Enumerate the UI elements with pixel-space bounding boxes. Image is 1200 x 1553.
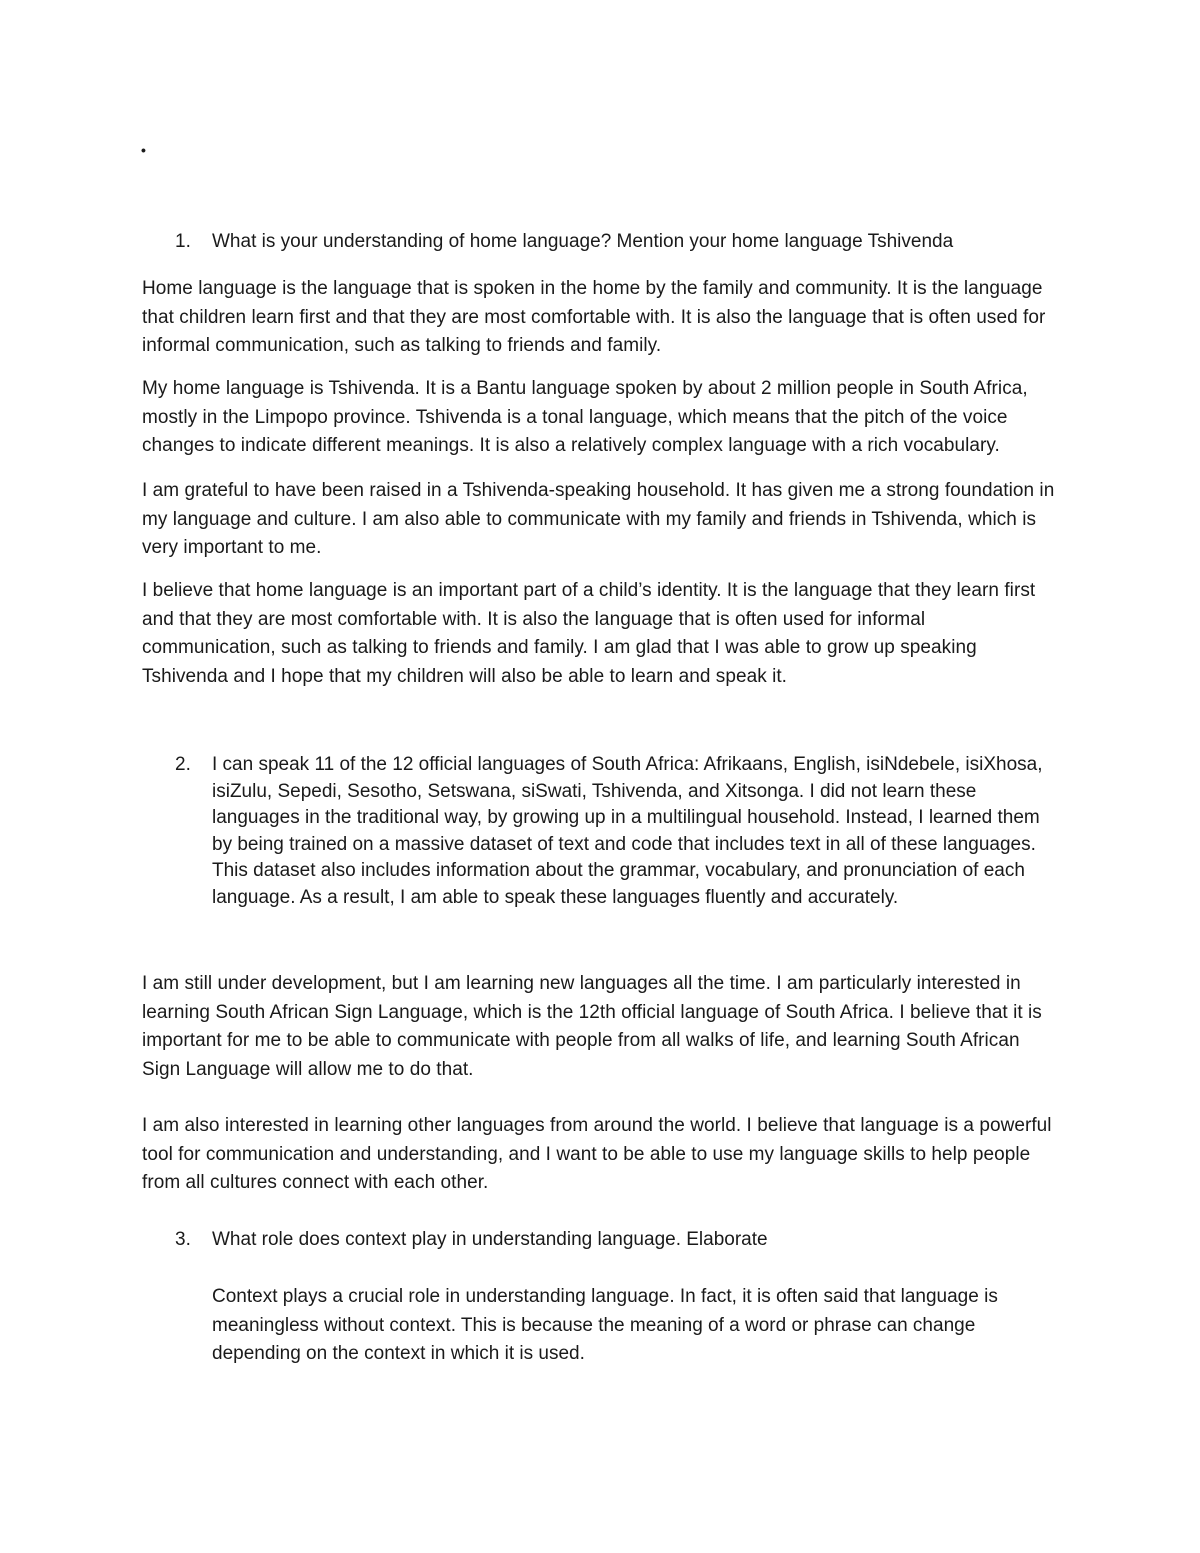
q1-answer-paragraph-1 bbox=[142, 275, 1062, 361]
q1-answer-paragraph-2 bbox=[142, 375, 1062, 461]
q1-answer-paragraph-3 bbox=[142, 477, 1062, 563]
question-1-text: What is your understanding of home language? Mention your home language Tshivenda bbox=[212, 231, 954, 252]
q3-answer bbox=[212, 1283, 1042, 1369]
q2-answer-paragraph-1 bbox=[142, 970, 1062, 1084]
paragraph-text: Home language is the language that is spoken in the home by the family and community. It is the language that children learn first and that they are most comfortable with. It is also the language that is often used for informal communication, such as talking to friends and family. bbox=[142, 278, 1046, 356]
question-2-text: I can speak 11 of the 12 official languages of South Africa: Afrikaans, English, isiNdebele, isiXhosa, isiZulu, Sepedi, Sesotho, Setswana, siSwati, Tshivenda, and Xitsonga. I did not learn these languages in the traditional way, by growing up in a multilingual household. Instead, I learned them by being trained on a massive dataset of text and code that includes text in all of these languages. This dataset also includes information about the grammar, vocabulary, and pronunciation of each language. As a result, I am able to speak these languages fluently and accurately. bbox=[212, 754, 1043, 908]
paragraph-text: Context plays a crucial role in understanding language. In fact, it is often said that language is meaningless without context. This is because the meaning of a word or phrase can change depending on the context in which it is used. bbox=[212, 1286, 998, 1364]
question-3-number: 3. bbox=[175, 1229, 191, 1250]
q1-answer-paragraph-4 bbox=[142, 577, 1062, 691]
q2-answer-paragraph-2 bbox=[142, 1112, 1062, 1198]
paragraph-text: I am still under development, but I am learning new languages all the time. I am particularly interested in learning South African Sign Language, which is the 12th official language of South Africa. I believe that it is important for me to be able to communicate with people from all walks of life, and learning South African Sign Language will allow me to do that. bbox=[142, 973, 1042, 1080]
question-3-text: What role does context play in understanding language. Elaborate bbox=[212, 1229, 768, 1250]
stray-mark: • bbox=[141, 142, 146, 158]
paragraph-text: I am grateful to have been raised in a Tshivenda-speaking household. It has given me a strong foundation in my language and culture. I am also able to communicate with my family and friends in Tshivenda, which is very important to me. bbox=[142, 480, 1055, 558]
question-2-number: 2. bbox=[175, 754, 191, 775]
paragraph-text: I am also interested in learning other languages from around the world. I believe that language is a powerful tool for communication and understanding, and I want to be able to use my language skills to help people from all cultures connect with each other. bbox=[142, 1115, 1052, 1193]
paragraph-text: I believe that home language is an important part of a child’s identity. It is the language that they learn first and that they are most comfortable with. It is also the language that is often used for informal communication, such as talking to friends and family. I am glad that I was able to grow up speaking Tshivenda and I hope that my children will also be able to learn and speak it. bbox=[142, 580, 1036, 687]
question-1-number: 1. bbox=[175, 231, 191, 252]
paragraph-text: My home language is Tshivenda. It is a Bantu language spoken by about 2 million people in South Africa, mostly in the Limpopo province. Tshivenda is a tonal language, which means that the pitch of the voice changes to indicate different meanings. It is also a relatively complex language with a rich vocabulary. bbox=[142, 378, 1028, 456]
